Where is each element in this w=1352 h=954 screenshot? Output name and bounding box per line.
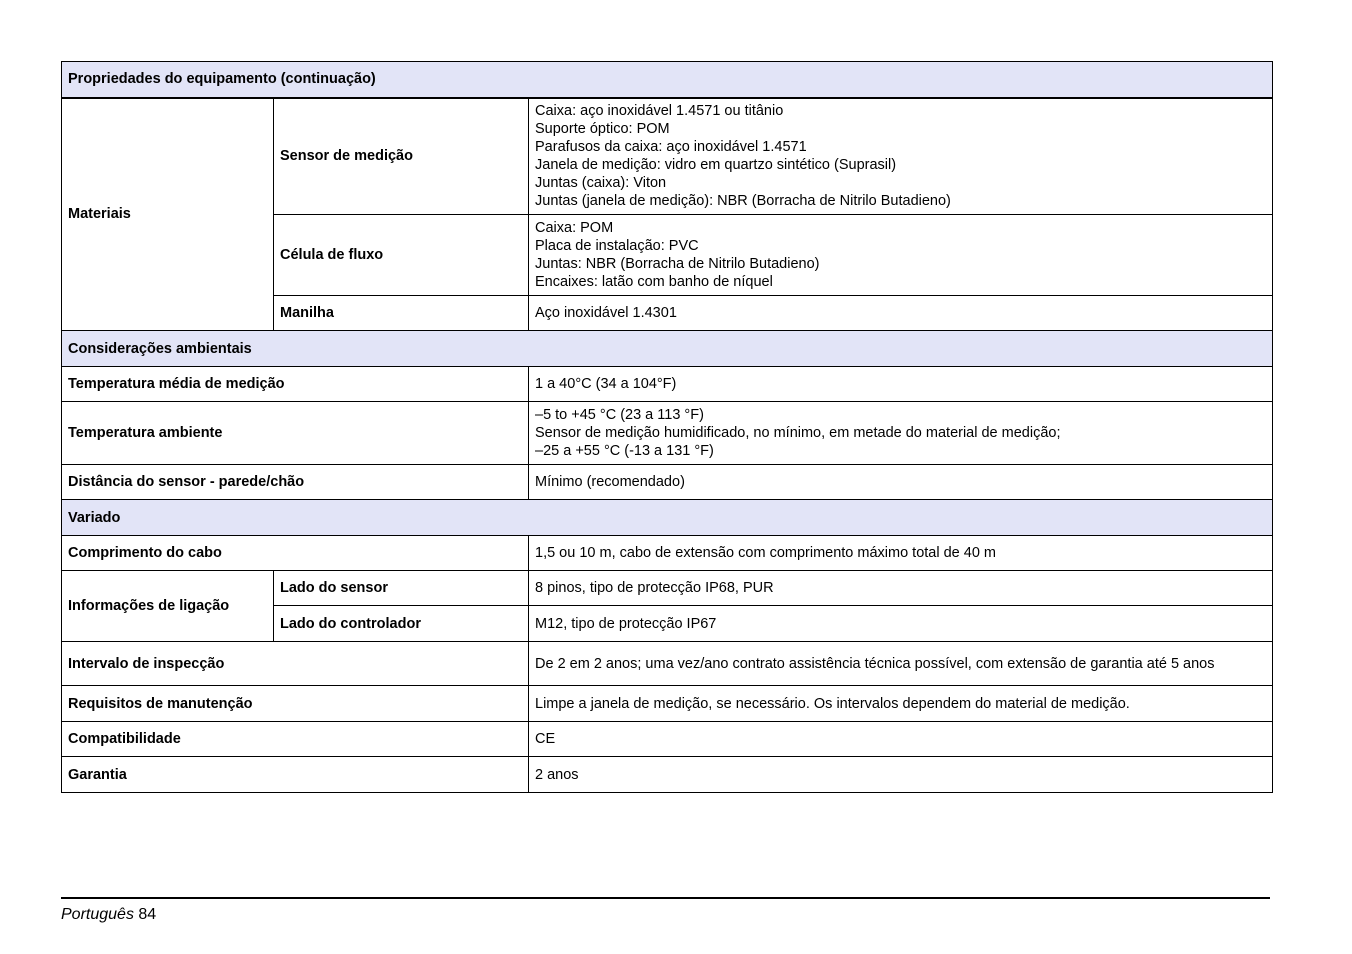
page-footer xyxy=(61,905,156,925)
table-row xyxy=(62,465,1273,500)
ambient-temp-label: Temperatura ambiente xyxy=(62,402,529,465)
warranty-value: 2 anos xyxy=(529,757,1273,793)
table-row xyxy=(62,642,1273,686)
flow-cell-materials-value xyxy=(529,215,1273,296)
value-line: Encaixes: latão com banho de níquel xyxy=(535,274,773,290)
maintenance-value: Limpe a janela de medição, se necessário. Os intervalos dependem do material de medição. xyxy=(529,686,1273,722)
value-line: Caixa: aço inoxidável 1.4571 ou titânio xyxy=(535,103,784,120)
value-line: Janela de medição: vidro em quartzo sintético (Suprasil) xyxy=(535,157,897,174)
distance-label: Distância do sensor - parede/chão xyxy=(62,465,529,500)
section-row-misc xyxy=(62,500,1273,536)
value-line: Juntas (caixa): Viton xyxy=(535,175,667,192)
warranty-label: Garantia xyxy=(62,757,529,793)
cable-label: Comprimento do cabo xyxy=(62,536,529,571)
page-number: 84 xyxy=(138,906,157,923)
table-row xyxy=(62,722,1273,757)
inspection-value xyxy=(529,642,1273,686)
sensor-materials-value xyxy=(529,98,1273,215)
section-header-environment: Considerações ambientais xyxy=(62,331,1273,367)
value-line: –25 a +55 °C (-13 a 131 °F) xyxy=(535,443,714,459)
avg-temp-label: Temperatura média de medição xyxy=(62,367,529,402)
table-row xyxy=(62,367,1273,402)
section-row-equipment xyxy=(62,62,1273,98)
value-line: Juntas: NBR (Borracha de Nitrilo Butadieno) xyxy=(535,256,820,272)
sleeve-label: Manilha xyxy=(274,296,529,331)
section-header-equipment: Propriedades do equipamento (continuação) xyxy=(62,62,1273,98)
table-row xyxy=(62,571,1273,606)
connection-label: Informações de ligação xyxy=(62,571,274,642)
value-line: Placa de instalação: PVC xyxy=(535,238,699,254)
table-row xyxy=(62,98,1273,215)
controller-side-value: M12, tipo de protecção IP67 xyxy=(529,606,1273,642)
controller-side-label: Lado do controlador xyxy=(274,606,529,642)
distance-value: Mínimo (recomendado) xyxy=(529,465,1273,500)
ambient-temp-value xyxy=(529,402,1273,465)
value-line: Parafusos da caixa: aço inoxidável 1.4571 xyxy=(535,139,807,156)
sensor-label: Sensor de medição xyxy=(274,98,529,215)
table-row xyxy=(62,686,1273,722)
table-row xyxy=(62,536,1273,571)
table-row xyxy=(62,757,1273,793)
sensor-side-value: 8 pinos, tipo de protecção IP68, PUR xyxy=(529,571,1273,606)
specifications-table xyxy=(61,61,1273,793)
flow-cell-label: Célula de fluxo xyxy=(274,215,529,296)
inspection-label: Intervalo de inspecção xyxy=(62,642,529,686)
section-row-environment xyxy=(62,331,1273,367)
sensor-side-label: Lado do sensor xyxy=(274,571,529,606)
avg-temp-value: 1 a 40°C (34 a 104°F) xyxy=(529,367,1273,402)
value-line: –5 to +45 °C (23 a 113 °F) xyxy=(535,407,704,423)
materials-label: Materiais xyxy=(62,98,274,331)
sleeve-value: Aço inoxidável 1.4301 xyxy=(529,296,1273,331)
value-line: Sensor de medição humidificado, no mínimo, em metade do material de medição; xyxy=(535,425,1061,441)
footer-language: Português xyxy=(61,906,134,923)
compatibility-label: Compatibilidade xyxy=(62,722,529,757)
cable-value: 1,5 ou 10 m, cabo de extensão com comprimento máximo total de 40 m xyxy=(529,536,1273,571)
value-line: Suporte óptico: POM xyxy=(535,121,670,138)
section-header-misc: Variado xyxy=(62,500,1273,536)
maintenance-label: Requisitos de manutenção xyxy=(62,686,529,722)
value-line: Juntas (janela de medição): NBR (Borracha de Nitrilo Butadieno) xyxy=(535,193,951,210)
value-line: Caixa: POM xyxy=(535,220,614,236)
inspection-text: De 2 em 2 anos; uma vez/ano contrato assistência técnica possível, com extensão de garantia até 5 anos xyxy=(535,655,1215,672)
footer-divider xyxy=(61,897,1270,899)
table-row xyxy=(62,402,1273,465)
compatibility-value: CE xyxy=(529,722,1273,757)
